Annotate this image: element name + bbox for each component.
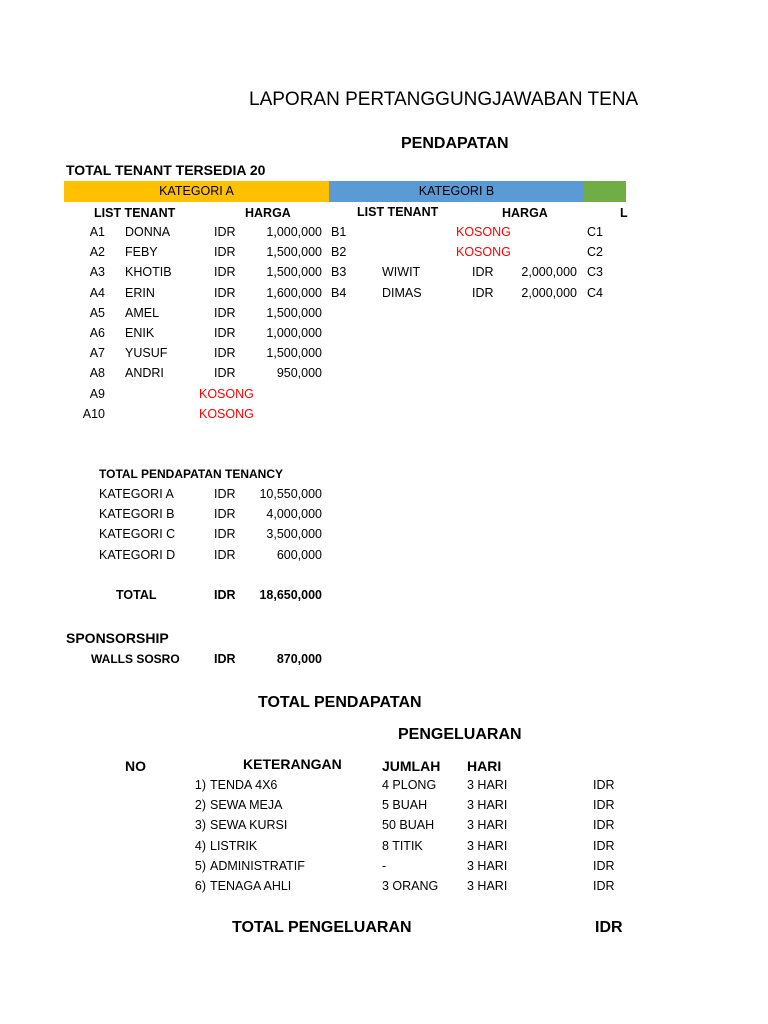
tenant-code: A1 (89, 225, 105, 239)
tenant-price: 1,500,000 (266, 346, 322, 361)
total-tenancy-heading: TOTAL PENDAPATAN TENANCY (99, 467, 284, 481)
expense-number: 5) (194, 858, 206, 873)
expense-item: ADMINISTRATIF (210, 858, 305, 873)
tenant-code: A6 (89, 326, 105, 340)
sponsor-currency: IDR (214, 652, 236, 666)
pengeluaran-jumlah-header: JUMLAH (382, 758, 441, 774)
tenant-name: FEBY (125, 245, 158, 260)
kategori-b-harga-header: HARGA (502, 206, 548, 220)
tenant-code: C3 (587, 265, 603, 280)
tenant-name: AMEL (125, 305, 160, 320)
tenant-name: ENIK (125, 326, 155, 340)
tenant-code: A4 (89, 285, 105, 300)
tenant-currency: IDR (472, 265, 494, 280)
pengeluaran-hari-header: HARI (467, 758, 502, 774)
kategori-c-band (584, 181, 626, 202)
expense-item: TENAGA AHLI (210, 879, 292, 893)
tenant-code: A9 (89, 386, 105, 401)
tenant-code: B2 (331, 245, 347, 260)
total-pengeluaran-label: TOTAL PENGELUARAN (232, 919, 412, 936)
pengeluaran-keterangan-header: KETERANGAN (243, 756, 342, 772)
tenant-currency: IDR (214, 305, 236, 320)
tenant-code: A8 (89, 366, 105, 381)
tenant-price: 1,500,000 (266, 265, 322, 280)
expense-number: 6) (194, 879, 206, 893)
total-pendapatan-heading: TOTAL PENDAPATAN (258, 694, 422, 711)
tenant-price: 1,500,000 (266, 305, 322, 320)
tenancy-category-label: KATEGORI A (99, 487, 174, 501)
expense-days: 3 HARI (467, 838, 508, 853)
tenant-currency: IDR (214, 225, 236, 239)
expense-number: 2) (194, 798, 206, 813)
tenant-code: B1 (331, 225, 347, 239)
expense-days: 3 HARI (467, 858, 508, 873)
sponsor-name: WALLS SOSRO (91, 652, 180, 666)
tenant-code: B3 (331, 265, 347, 280)
tenancy-currency: IDR (214, 507, 236, 522)
expense-days: 3 HARI (467, 798, 508, 813)
tenancy-value: 3,500,000 (266, 527, 322, 542)
expense-quantity: 5 BUAH (382, 798, 428, 813)
tenant-currency: IDR (214, 245, 236, 260)
tenant-name: DIMAS (382, 285, 422, 300)
tenant-name: DONNA (125, 225, 171, 239)
tenant-price: 1,000,000 (266, 225, 322, 239)
tenant-code: C2 (587, 245, 603, 260)
expense-days: 3 HARI (467, 879, 508, 893)
tenant-status: KOSONG (199, 406, 254, 421)
expense-number: 4) (194, 838, 206, 853)
tenancy-value: 4,000,000 (266, 507, 322, 522)
tenant-code: A5 (89, 305, 105, 320)
tenancy-total-value: 18,650,000 (259, 588, 322, 602)
kategori-a-harga-header: HARGA (245, 206, 291, 220)
tenant-status: KOSONG (199, 386, 254, 401)
tenant-code: B4 (331, 285, 347, 300)
tenant-currency: IDR (214, 265, 236, 280)
expense-number: 1) (194, 778, 206, 792)
sponsor-value: 870,000 (276, 652, 322, 666)
pengeluaran-heading: PENGELUARAN (398, 726, 522, 743)
report-title: LAPORAN PERTANGGUNGJAWABAN TENA (249, 89, 639, 110)
expense-quantity: 8 TITIK (382, 838, 423, 853)
tenant-price: 1,500,000 (266, 245, 322, 260)
sponsorship-heading: SPONSORSHIP (66, 630, 169, 646)
tenancy-category-label: KATEGORI C (99, 527, 176, 542)
tenant-code: A2 (89, 245, 105, 260)
tenant-currency: IDR (214, 346, 236, 361)
kategori-b-list-header: LIST TENANT (357, 205, 439, 219)
tenant-price: 1,000,000 (266, 326, 322, 340)
kategori-c-list-header: L (620, 206, 628, 220)
expense-days: 3 HARI (467, 778, 508, 792)
tenancy-total-label: TOTAL (116, 588, 157, 602)
kategori-b-band: KATEGORI B (329, 181, 584, 202)
tenancy-category-label: KATEGORI D (99, 547, 176, 562)
tenant-currency: IDR (214, 326, 236, 340)
expense-currency: IDR (593, 798, 615, 813)
tenant-name: ERIN (125, 285, 155, 300)
tenant-name: ANDRI (125, 366, 164, 381)
tenant-currency: IDR (214, 285, 236, 300)
tenancy-value: 10,550,000 (259, 487, 322, 501)
kategori-a-list-header: LIST TENANT (94, 206, 176, 220)
expense-quantity: 4 PLONG (382, 778, 437, 792)
tenant-price: 950,000 (276, 366, 322, 381)
tenant-name: WIWIT (382, 265, 421, 280)
tenant-price: 2,000,000 (521, 265, 577, 280)
expense-currency: IDR (593, 818, 615, 833)
tenancy-currency: IDR (214, 487, 236, 501)
expense-currency: IDR (593, 858, 615, 873)
tenant-status: KOSONG (456, 245, 511, 260)
pendapatan-heading: PENDAPATAN (401, 135, 509, 152)
expense-quantity: - (382, 858, 387, 873)
expense-item: SEWA MEJA (210, 798, 283, 813)
expense-quantity: 3 ORANG (382, 879, 439, 893)
tenant-code: A7 (89, 346, 105, 361)
tenant-code: C1 (587, 225, 603, 239)
tenancy-value: 600,000 (276, 547, 322, 562)
expense-item: SEWA KURSI (210, 818, 288, 833)
tenant-code: A3 (89, 265, 105, 280)
expense-currency: IDR (593, 778, 615, 792)
total-pengeluaran-currency: IDR (595, 919, 623, 936)
tenant-currency: IDR (472, 285, 494, 300)
expense-quantity: 50 BUAH (382, 818, 435, 833)
tenant-name: KHOTIB (125, 265, 172, 280)
total-tenant-label: TOTAL TENANT TERSEDIA 20 (66, 162, 266, 178)
expense-currency: IDR (593, 838, 615, 853)
tenancy-currency: IDR (214, 527, 236, 542)
expense-number: 3) (194, 818, 206, 833)
tenant-price: 2,000,000 (521, 285, 577, 300)
pengeluaran-no-header: NO (125, 758, 146, 774)
tenant-code: C4 (587, 285, 603, 300)
expense-currency: IDR (593, 879, 615, 893)
tenant-code: A10 (82, 406, 105, 421)
expense-item: TENDA 4X6 (210, 778, 278, 792)
kategori-a-band: KATEGORI A (64, 181, 329, 202)
tenant-price: 1,600,000 (266, 285, 322, 300)
tenant-status: KOSONG (456, 225, 511, 239)
tenancy-total-currency: IDR (214, 588, 236, 602)
expense-days: 3 HARI (467, 818, 508, 833)
tenant-currency: IDR (214, 366, 236, 381)
tenant-name: YUSUF (125, 346, 168, 361)
expense-item: LISTRIK (210, 838, 258, 853)
tenancy-currency: IDR (214, 547, 236, 562)
tenancy-category-label: KATEGORI B (99, 507, 175, 522)
